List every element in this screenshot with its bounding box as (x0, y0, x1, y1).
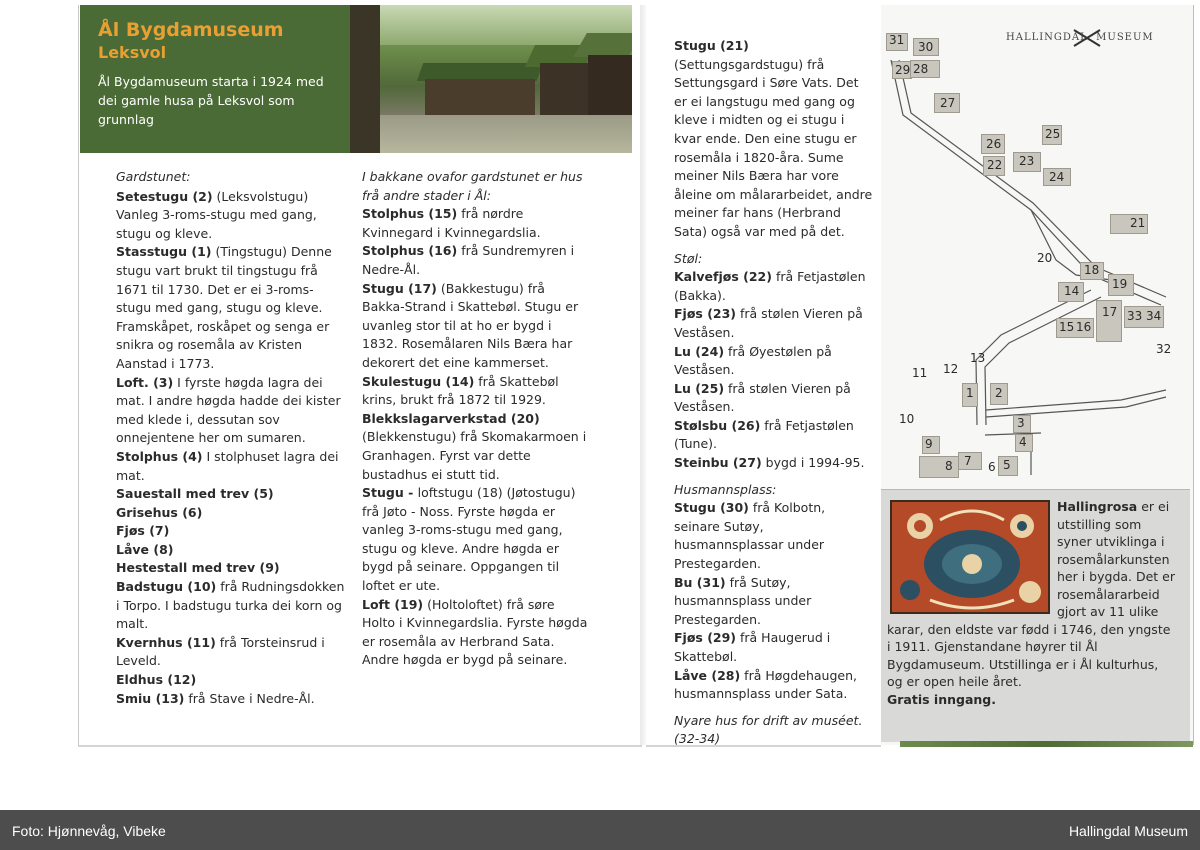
footer-museum-name: Hallingdal Museum (1068, 823, 1188, 839)
column-gardstunet (116, 168, 348, 708)
map-label: 16 (1076, 320, 1092, 334)
map-label: 15 (1059, 320, 1075, 334)
map-label: 4 (1019, 435, 1027, 449)
map-label: 23 (1019, 154, 1035, 168)
list-item: Smiu (13) frå Stave i Nedre-Ål. (116, 690, 315, 706)
free-entry: Gratis inngang. (887, 691, 996, 707)
list-item: Stugu (30) frå Kolbotn, seinare Sutøy, husmannsplassar under Prestegarden. (674, 500, 826, 572)
list-item: Lu (25) frå stølen Vieren på Veståsen. (674, 380, 851, 415)
list-item: Kvernhus (11) frå Torsteinsrud i Leveld. (116, 634, 325, 669)
map-label: 10 (899, 412, 915, 426)
list-item: Eldhus (12) (116, 672, 197, 688)
map-label: 6 (988, 460, 996, 474)
map-label: 5 (1003, 458, 1011, 472)
map-label: 9 (925, 437, 933, 451)
list-item: Låve (8) (116, 541, 174, 557)
list-item: Hestestall med trev (9) (116, 560, 280, 576)
list-item: Fjøs (29) frå Haugerud i Skattebøl. (674, 630, 831, 664)
map-label: 25 (1045, 127, 1061, 141)
map-label: 22 (987, 158, 1003, 172)
column-bakkane (362, 168, 590, 670)
map-label: 34 (1146, 309, 1162, 323)
map-label: 13 (970, 351, 986, 365)
new-houses-note: Nyare hus for drift av muséet. (32-34) (674, 712, 863, 747)
map-label: 27 (940, 96, 956, 110)
map-label: 7 (964, 454, 972, 468)
map-label: 18 (1084, 263, 1100, 277)
museum-map-roads (881, 5, 1193, 495)
list-item: Steinbu (27) bygd i 1994-95. (674, 455, 865, 471)
map-label: 11 (912, 366, 928, 380)
map-label: 33 (1127, 309, 1143, 323)
map-label: 26 (986, 137, 1002, 151)
list-item: Stasstugu (1) (Tingstugu) Denne stugu vart brukt til tingstugu frå 1671 til 1730. Det er ei 3-roms-stugu med gang, stugu og kleve. Framskåpet, roskåpet og senga er snikra og rosemåla av Kristen Aanstad i 1773. (116, 244, 332, 371)
map-label: 17 (1102, 305, 1118, 319)
list-item: Stolphus (4) I stolphuset lagra dei mat. (116, 448, 339, 483)
list-item: Stolphus (16) frå Sundremyren i Nedre-Ål. (362, 243, 575, 277)
header-band (80, 5, 350, 153)
map-label: 20 (1037, 251, 1053, 265)
hallingrosa-title: Hallingrosa (1057, 499, 1138, 514)
list-item: Badstugu (10) frå Rudningsdokken i Torpo. I badstugu turka dei korn og malt. (116, 579, 345, 632)
list-item: Bu (31) frå Sutøy, husmannsplass under Prestegarden. (674, 574, 812, 627)
map-label: 12 (943, 362, 959, 376)
section-heading: I bakkane ovafor gardstunet er hus frå andre stader i Ål: (362, 169, 583, 203)
map-label: 24 (1049, 170, 1065, 184)
map-label: 14 (1064, 284, 1080, 298)
museum-title: Ål Bygdamuseum (98, 19, 284, 41)
list-item: Stugu (17) (Bakkestugu) frå Bakka-Strand i Skattebøl. Stugu er uvanleg stor til at ho er bygd i 1832. Rosemålaren Nils Bæra har dekorert det eine kammerset. (362, 280, 579, 370)
grass-strip (900, 741, 1193, 747)
map-label: 3 (1017, 416, 1025, 430)
section-heading: Gardstunet: (116, 169, 191, 184)
map-label: 21 (1130, 216, 1146, 230)
column-stol (674, 37, 874, 749)
hallingrosa-box (881, 489, 1190, 742)
map-label: 29 (895, 63, 911, 77)
list-item: Skulestugu (14) frå Skattebøl krins, brukt frå 1872 til 1929. (362, 373, 559, 408)
photo-credit: Foto: Hjønnevåg, Vibeke (12, 823, 166, 839)
map-label: 19 (1112, 277, 1128, 291)
map-label: 2 (995, 386, 1003, 400)
brand-logo: HALLINGDAL MUSEUM (1006, 32, 1154, 43)
list-item: Låve (28) frå Høgdehaugen, husmannsplass under Sata. (674, 667, 857, 702)
list-item: Lu (24) frå Øyestølen på Veståsen. (674, 343, 832, 378)
map-building (919, 456, 959, 478)
list-item: Fjøs (7) (116, 523, 170, 539)
section-heading: Støl: (674, 250, 703, 266)
list-item: Setestugu (2) (Leksvolstugu) Vanleg 3-roms-stugu med gang, stugu og kleve. (116, 188, 317, 241)
header-intro: Ål Bygdamuseum starta i 1924 med dei gamle husa på Leksvol som grunnlag (98, 74, 324, 127)
hallingrosa-description: er ei utstilling som syner utviklinga i rosemålarkunsten her i bygda. Det er rosemålararbeid gjort av 11 ulike karar, den eldste var fødd i 1746, den yngste i 1911. Gjenstandane høyrer til Ål Bygdamuseum. Utstillinga er i Ål kulturhus, og er open heile året. (887, 499, 1175, 689)
map-label: 32 (1156, 342, 1172, 356)
section-heading: Husmannsplass: (674, 481, 777, 497)
list-item: Fjøs (23) frå stølen Vieren på Veståsen. (674, 306, 863, 340)
map-label: 1 (966, 386, 974, 400)
list-item: Loft. (3) I fyrste høgda lagra dei mat. I andre høgda hadde dei kister med klede i, dessutan sov onnejentene her om sumaren. (116, 374, 341, 446)
museum-photo (350, 5, 632, 153)
list-item: Stolphus (15) frå nørdre Kvinnegard i Kvinnegardslia. (362, 206, 541, 240)
list-item: Stølsbu (26) frå Fetjastølen (Tune). (674, 417, 854, 452)
list-item: Stugu - loftstugu (18) (Jøtostugu) frå Jøto - Noss. Fyrste høgda er vanleg 3-roms-stugu med gang, stugu og kleve. Andre høgda er bygd på seinare. Oppgangen til loftet er ute. (362, 485, 576, 594)
map-label: 28 (913, 62, 929, 76)
map-label: 8 (945, 459, 953, 473)
list-item: Stugu (21) (Settungsgardstugu) frå Settungsgard i Søre Vats. Det er ei langstugu med gang og kleve i midten og ei stugu i kvar ende. Den eine stugu er rosemåla i 1820-åra. Sume meiner Nils Bæra har vore åleine om målararbeidet, andre meiner far hans (Herbrand Sata) også var med på det. (674, 38, 873, 239)
list-item: Loft (19) (Holtoloftet) frå søre Holto i Kvinnegardslia. Fyrste høgda er rosemåla av Herbrand Sata. Andre høgda er bygd på seinare. (362, 596, 588, 668)
hallingrosa-text (887, 498, 1177, 708)
list-item: Kalvefjøs (22) frå Fetjastølen (Bakka). (674, 269, 866, 303)
map-label: 31 (889, 33, 905, 47)
list-item: Blekkslagarverkstad (20) (Blekkenstugu) frå Skomakarmoen i Granhagen. Fyrst var dette bustadhus ei stutt tid. (362, 410, 587, 482)
map-label: 30 (918, 40, 934, 54)
list-item: Grisehus (6) (116, 504, 203, 520)
list-item: Sauestall med trev (5) (116, 486, 274, 502)
museum-subtitle: Leksvol (98, 43, 167, 62)
footer-bar (0, 810, 1200, 850)
